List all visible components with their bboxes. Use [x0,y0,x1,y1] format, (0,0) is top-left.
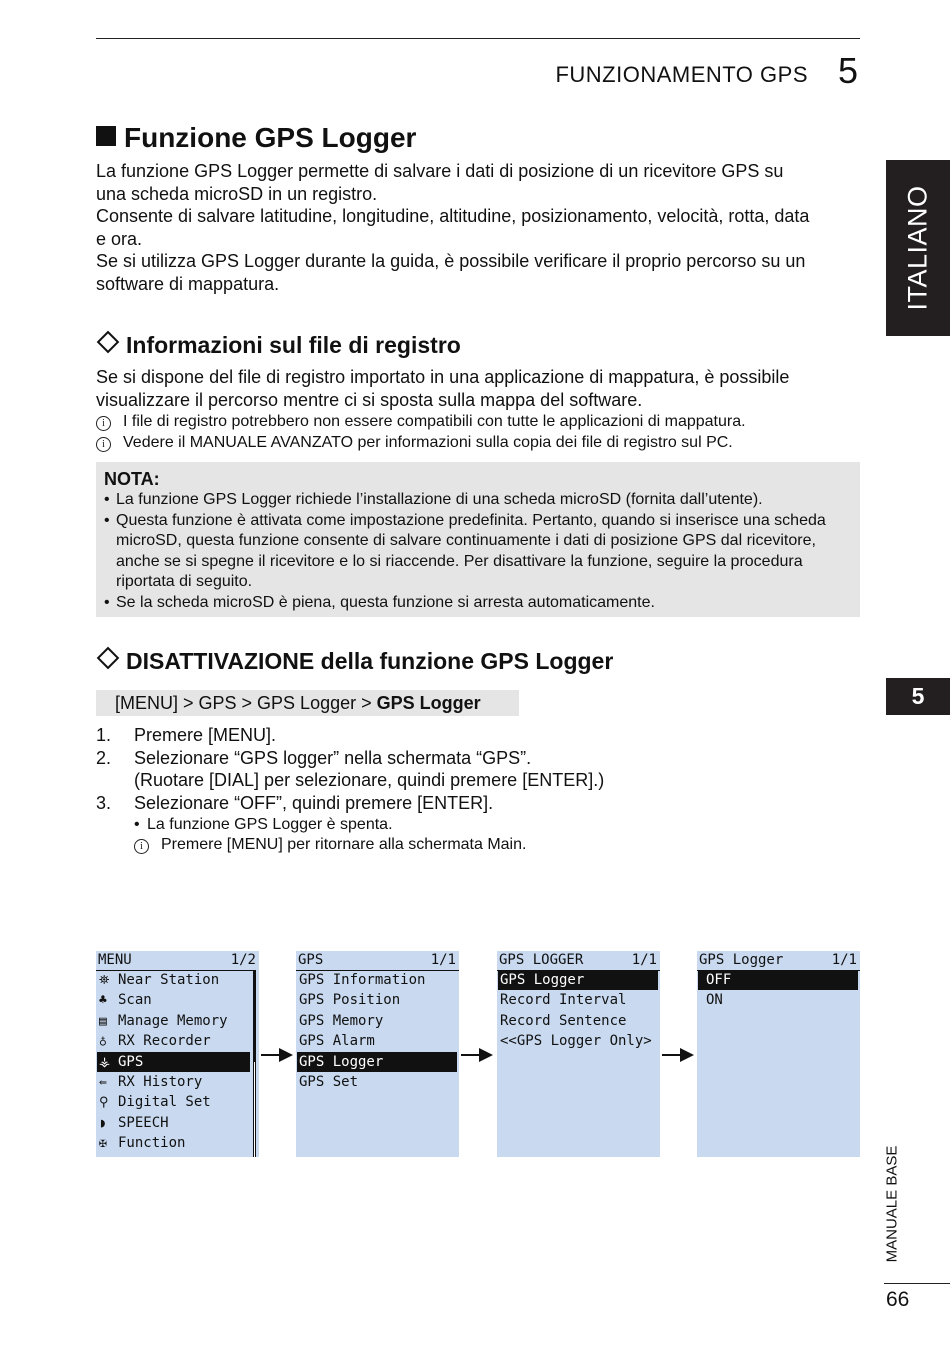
menu-item-label: GPS [118,1053,144,1070]
nota-item: • La funzione GPS Logger richiede l’installazione di una scheda microSD (fornita dall’utente). [104,491,763,508]
menu-item-label: Scan [118,992,152,1009]
screen-menu-item[interactable] [97,1031,250,1051]
menu-item-label: GPS Set [299,1074,359,1090]
screen-header [298,951,458,970]
step-sub-bullet: • La funzione GPS Logger è spenta. [134,816,393,833]
menu-item-icon: ◗ [99,1115,107,1131]
screen-header [499,951,659,970]
header-rule [96,38,860,39]
screen-menu-item[interactable] [297,1052,457,1072]
nota-box [96,462,860,617]
menu-item-label: GPS Memory [299,1012,384,1029]
page-number: 66 [886,1288,910,1311]
disable-title: DISATTIVAZIONE della funzione GPS Logger [96,648,613,675]
file-info-paragraph [96,366,866,411]
menu-item-label: Near Station [118,972,220,988]
screen-page-indicator: 1/1 [831,952,857,968]
intro-line: e ora. [96,228,143,249]
menu-item-label: GPS Logger [500,972,585,988]
file-info-line: visualizzare il percorso mentre ci si sposta sulla mappa del software. [96,389,643,410]
page-rule [884,1283,950,1284]
screen-menu-item[interactable] [698,990,858,1010]
screen-gps-logger-menu [497,951,660,1157]
menu-item-icon: ⇚ [99,1075,107,1090]
intro-line: una scheda microSD in un registro. [96,183,378,204]
menu-item-label: GPS Position [299,992,401,1009]
info-icon: i [96,416,111,431]
step: 2. Selezionare “GPS logger” nella schermata “GPS”. [96,747,532,768]
menu-item-label: GPS Information [299,972,426,988]
section-title: Funzione GPS Logger [96,122,416,154]
intro-paragraph [96,160,866,296]
screen-menu-item[interactable] [498,970,658,990]
screen-scrollbar-thumb[interactable] [253,970,256,1062]
menu-item-icon: ▤ [99,1013,107,1029]
menu-item-icon: ⛯ [99,973,110,988]
screen-menu-item[interactable] [97,1011,250,1031]
screen-menu-item[interactable] [97,1113,250,1133]
step-sub-info: i Premere [MENU] per ritornare alla schermata Main. [134,835,526,856]
screen-header [98,951,258,970]
screen-title: GPS Logger [699,952,784,968]
screen-page-indicator: 1/2 [230,952,256,968]
menu-item-label: Function [118,1135,186,1152]
screen-title: MENU [98,952,132,968]
screen-menu-item[interactable] [297,1031,457,1051]
menu-item-label: Record Interval [500,992,627,1009]
menu-item-label: Record Sentence [500,1012,627,1029]
menu-item-icon: ♁ [99,1034,107,1050]
screen-menu-item[interactable] [297,1011,457,1031]
step: 1. Premere [MENU]. [96,725,277,745]
arrow-right-icon [261,1054,291,1056]
intro-line: Se si utilizza GPS Logger durante la guida, è possibile verificare il proprio percorso su un [96,251,806,272]
menu-item-icon: ♣ [99,993,107,1009]
menu-item-label: OFF [706,972,732,988]
screen-title: GPS [298,952,324,968]
intro-line: Consente di salvare latitudine, longitudine, altitudine, posizionamento, velocità, rotta, data [96,206,810,227]
menu-item-label: Manage Memory [118,1012,228,1029]
screen-gps-logger-setting [697,951,860,1157]
menu-item-label: ON [706,992,723,1009]
menu-item-label: Digital Set [118,1094,211,1111]
menu-item-label: SPEECH [118,1114,169,1131]
menu-item-icon: ✠ [99,1136,107,1152]
screen-menu-item[interactable] [97,1092,250,1112]
info-icon: i [134,839,149,854]
menu-item-label: RX History [118,1074,203,1090]
nota-item: • Se la scheda microSD è piena, questa funzione si arresta automaticamente. [104,593,655,611]
arrow-right-icon [662,1054,692,1056]
screen-menu-item[interactable] [97,1133,250,1153]
menu-item-label: GPS Logger [299,1053,384,1070]
file-info-title: Informazioni sul file di registro [96,332,461,359]
file-info-line: Se si dispone del file di registro importato in una applicazione di mappatura, è possibile [96,367,790,387]
chapter-tab: 5 [886,678,950,715]
screen-gps [296,951,459,1157]
manual-label-box [880,1142,904,1266]
screen-menu-item[interactable] [97,1052,250,1072]
screen-header [699,951,859,970]
screen-menu-item[interactable] [97,1072,250,1092]
step: (Ruotare [DIAL] per selezionare, quindi premere [ENTER].) [134,770,605,791]
screen-page-indicator: 1/1 [430,952,456,968]
menu-item-icon: ⚲ [99,1095,109,1111]
menu-item-icon: ⚶ [99,1054,111,1070]
intro-line: La funzione GPS Logger permette di salvare i dati di posizione di un ricevitore GPS su [96,161,784,181]
arrow-right-icon [461,1054,491,1056]
menu-item-label: RX Recorder [118,1033,211,1050]
menu-item-label: GPS Alarm [299,1033,375,1050]
menu-path: [MENU] > GPS > GPS Logger > GPS Logger [96,690,519,716]
language-tab [886,160,950,336]
file-info-note: i Vedere il MANUALE AVANZATO per informazioni sulla copia dei file di registro sul PC. [96,433,733,454]
intro-line: software di mappatura. [96,273,280,294]
menu-item-label: <<GPS Logger Only> [500,1033,652,1050]
screen-menu [96,951,259,1157]
square-bullet-icon [96,126,116,146]
screen-menu-item[interactable] [97,990,250,1010]
screen-menu-item[interactable] [698,970,858,990]
header-chapter-number: 5 [838,50,859,91]
header-title: FUNZIONAMENTO GPS [555,62,808,87]
diamond-bullet-icon [97,647,120,670]
nota-item: • Questa funzione è attivata come impostazione predefinita. Pertanto, quando si inserisce una scheda microSD, questa funzione consente di salvare continuamente i dati di posizione GPS dal ricevitore, anche se si spegne il ricevitore e lo si riaccende. Per disattivare la funzione, seguire la procedura riportata di seguito. [104,511,826,590]
step: 3. Selezionare “OFF”, quindi premere [ENTER]. [96,792,494,813]
screen-menu-item[interactable] [297,990,457,1010]
info-icon: i [96,437,111,452]
screen-title: GPS LOGGER [499,952,584,968]
screen-menu-item[interactable] [297,970,457,990]
manual-label: MANUALE BASE [883,1145,901,1263]
screen-page-indicator: 1/1 [631,952,657,968]
nota-title: NOTA: [104,469,160,489]
screen-menu-item[interactable] [498,1011,658,1031]
screen-menu-item[interactable] [498,1031,658,1051]
screen-menu-item[interactable] [297,1072,457,1092]
file-info-note: i I file di registro potrebbero non essere compatibili con tutte le applicazioni di mappatura. [96,412,746,433]
diamond-bullet-icon [97,331,120,354]
language-label: ITALIANO [902,185,933,311]
screen-menu-item[interactable] [97,970,250,990]
screen-menu-item[interactable] [498,990,658,1010]
